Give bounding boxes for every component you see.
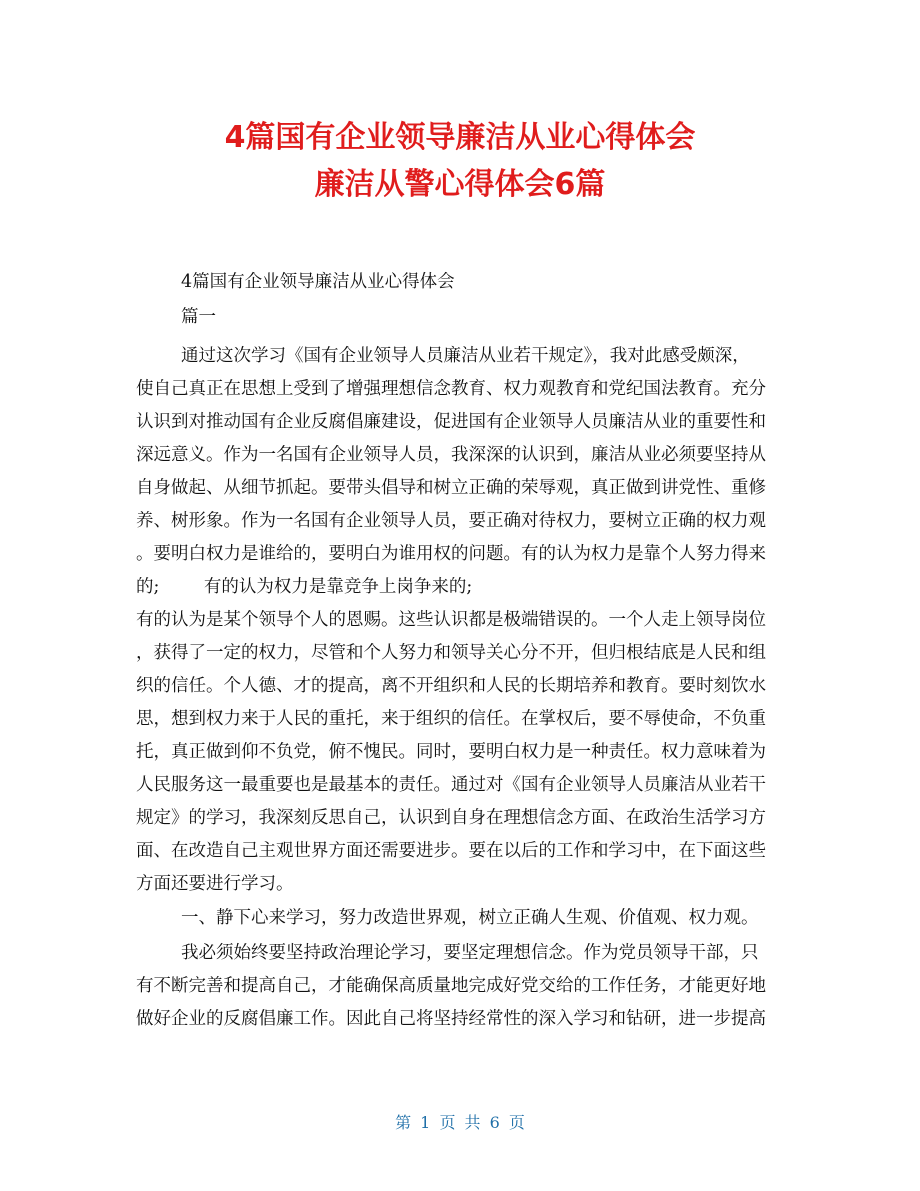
paragraph-line: 托，真正做到仰不负党，俯不愧民。同时，要明白权力是一种责任。权力意味着为 bbox=[136, 742, 766, 762]
paragraph-line: 我必须始终要坚持政治理论学习，要坚定理想信念。作为党员领导干部，只 bbox=[181, 943, 759, 963]
paragraph-line: 做好企业的反腐倡廉工作。因此自己将坚持经常性的深入学习和钻研，进一步提高 bbox=[136, 1009, 766, 1029]
paragraph-line: 自身做起、从细节抓起。要带头倡导和树立正确的荣辱观，真正做到讲党性、重修 bbox=[136, 478, 766, 498]
paragraph-line: 方面还要进行学习。 bbox=[136, 874, 294, 894]
part-label: 篇一 bbox=[181, 307, 216, 327]
paragraph-line: 认识到对推动国有企业反腐倡廉建设，促进国有企业领导人员廉洁从业的重要性和 bbox=[136, 412, 766, 432]
paragraph-line: 规定》的学习，我深刻反思自己，认识到自身在理想信念方面、在政治生活学习方 bbox=[136, 808, 766, 828]
paragraph-line: 养、树形象。作为一名国有企业领导人员，要正确对待权力，要树立正确的权力观 bbox=[136, 511, 766, 531]
paragraph-line: ，获得了一定的权力，尽管和个人努力和领导关心分不开，但归根结底是人民和组 bbox=[136, 643, 766, 663]
paragraph-line: 的; 有的认为权力是靠竞争上岗争来的; bbox=[136, 577, 473, 597]
paragraph-line: 面、在改造自己主观世界方面还需要进步。要在以后的工作和学习中，在下面这些 bbox=[136, 841, 766, 861]
paragraph-line: 深远意义。作为一名国有企业领导人员，我深深的认识到，廉洁从业必须要坚持从 bbox=[136, 445, 766, 465]
paragraph-line: 通过这次学习《国有企业领导人员廉洁从业若干规定》，我对此感受颇深， bbox=[181, 346, 750, 366]
paragraph-line: 有不断完善和提高自己，才能确保高质量地完成好党交给的工作任务，才能更好地 bbox=[136, 976, 766, 996]
document-title-line-1: 4篇国有企业领导廉洁从业心得体会 bbox=[224, 120, 696, 155]
paragraph-line: 使自己真正在思想上受到了增强理想信念教育、权力观教育和党纪国法教育。充分 bbox=[136, 379, 766, 399]
paragraph-line: 有的认为是某个领导个人的恩赐。这些认识都是极端错误的。一个人走上领导岗位 bbox=[136, 610, 766, 630]
section-heading: 4篇国有企业领导廉洁从业心得体会 bbox=[181, 272, 455, 292]
paragraph-line: 织的信任。个人德、才的提高，离不开组织和人民的长期培养和教育。要时刻饮水 bbox=[136, 676, 766, 696]
paragraph-line: 。要明白权力是谁给的，要明白为谁用权的问题。有的认为权力是靠个人努力得来 bbox=[136, 544, 766, 564]
document-title-line-2: 廉洁从警心得体会6篇 bbox=[314, 167, 606, 202]
paragraph-line: 人民服务这一最重要也是最基本的责任。通过对《国有企业领导人员廉洁从业若干 bbox=[136, 775, 766, 795]
page-footer: 第 1 页 共 6 页 bbox=[395, 1113, 525, 1132]
point-heading: 一、静下心来学习，努力改造世界观，树立正确人生观、价值观、权力观。 bbox=[181, 908, 759, 928]
paragraph-line: 思，想到权力来于人民的重托，来于组织的信任。在掌权后，要不辱使命，不负重 bbox=[136, 709, 766, 729]
